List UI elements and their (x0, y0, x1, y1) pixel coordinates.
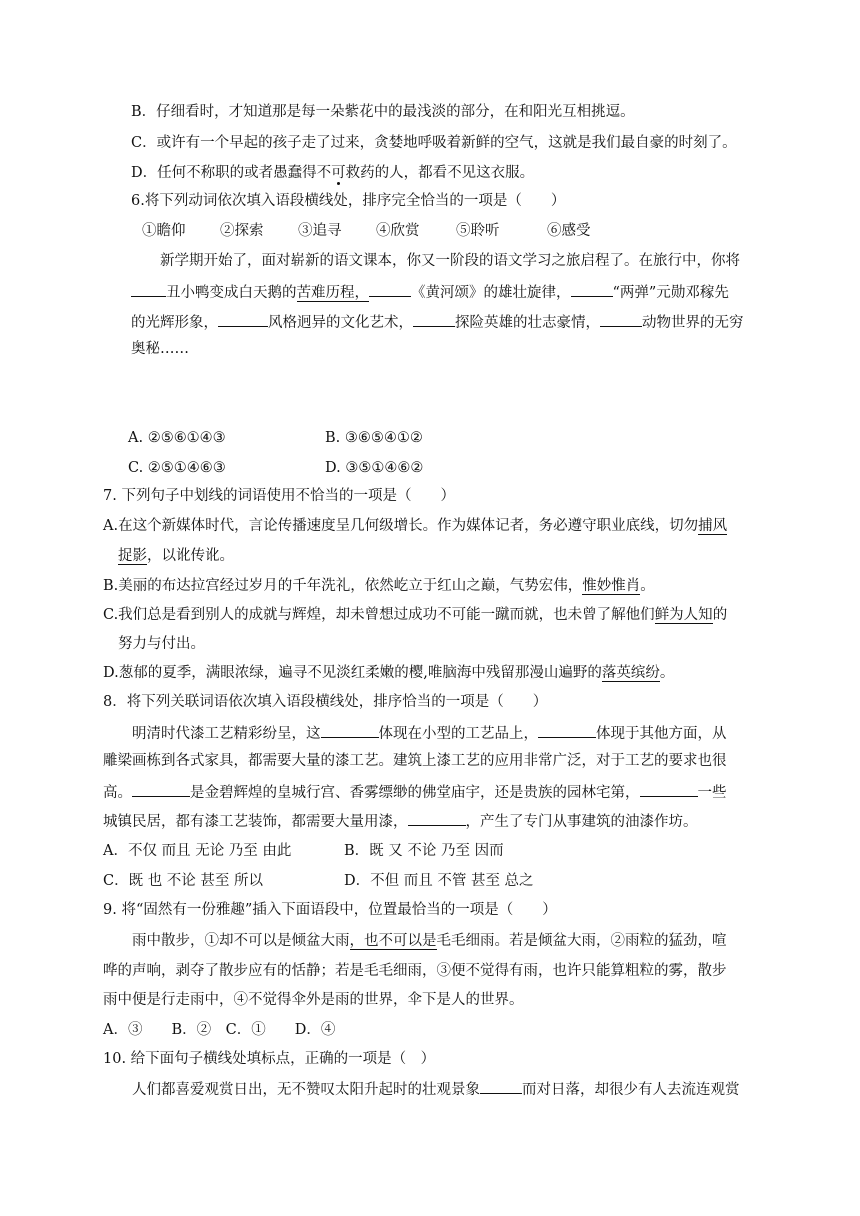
q10-stem: 10. 给下面句子横线处填标点，正确的一项是（ ） (103, 1051, 436, 1067)
q7-text: ，以讹传讹。 (147, 548, 234, 564)
q6-stem: 6.将下列动词依次填入语段横线处，排序完全恰当的一项是（ ） (131, 193, 566, 209)
q8-option-a: A．不仅 而且 无论 乃至 由此 (103, 843, 292, 859)
q6-verb-list (142, 221, 591, 241)
q7-text: B.美丽的布达拉宫经过岁月的千年洗礼，依然屹立于红山之巅，气势宏伟， (103, 578, 583, 594)
answer-blank[interactable] (218, 311, 268, 327)
q8-option-b: B．既 又 不论 乃至 因而 (344, 843, 504, 859)
q10-sentence (132, 1078, 740, 1100)
q10-text: 人们都喜爱观赏日出，无不赞叹太阳升起时的壮观景象 (132, 1082, 480, 1098)
q8-paragraph-line-4 (103, 810, 698, 832)
answer-blank[interactable] (408, 810, 466, 826)
q7-text: 的 (712, 607, 728, 623)
q6-text: 风格迥异的文化艺术， (268, 315, 413, 331)
q8-option-d: D．不但 而且 不管 甚至 总之 (344, 873, 534, 889)
q6-verb: ③追寻 (298, 223, 342, 239)
q6-paragraph-line-2 (131, 281, 729, 303)
q7-option-a-line-1 (103, 516, 727, 536)
q6-underlined-text: 苦难历程， (296, 285, 369, 301)
q9-paragraph-line-3: 雨中便是行走雨中，④不觉得伞外是雨的世界，伞下是人的世界。 (103, 992, 524, 1008)
q6-verb: ④欣赏 (376, 223, 420, 239)
q6-option-c: C. ②⑤①④⑥③ (128, 460, 226, 476)
q7-text: 。 (640, 578, 655, 594)
q9-text: 雨中散步，①却不可以是倾盆大雨 (132, 933, 350, 949)
q5-d-dotted-char: 可 (331, 165, 346, 181)
q7-text: 。 (659, 665, 675, 681)
q8-text: ，产生了专门从事建筑的油漆作坊。 (465, 814, 698, 830)
q7-option-a-line-2 (118, 546, 234, 566)
q6-option-d: D. ③⑤①④⑥② (325, 460, 424, 476)
q5-option-b: B．仔细看时，才知道那是每一朵紫花中的最浅淡的部分，在和阳光互相挑逗。 (131, 104, 635, 120)
answer-blank[interactable] (131, 281, 166, 297)
q6-text: 的光辉形象， (131, 315, 218, 331)
q7-text: C.我们总是看到别人的成就与辉煌，却未曾想过成功不可能一蹴而就，也未曾了解他们 (103, 607, 655, 623)
q8-text: 是金碧辉煌的皇城行宫、香雾缥缈的佛堂庙宇，还是贵族的园林宅第， (190, 785, 640, 801)
q6-text: 动物世界的无穷 (642, 315, 744, 331)
q6-verb: ②探索 (220, 223, 264, 239)
q8-text: 高。 (103, 785, 132, 801)
q10-text: 而对日落，却很少有人去流连观赏 (522, 1082, 740, 1098)
q7-stem: 7. 下列句子中划线的词语使用不恰当的一项是（ ） (103, 488, 455, 504)
q8-stem: 8．将下列关联词语依次填入语段横线处，排序恰当的一项是（ ） (103, 694, 548, 710)
q7-text: D.葱郁的夏季，满眼浓绿，遍寻不见淡红柔嫩的樱,唯脑海中残留那漫山遍野的 (103, 665, 602, 681)
q6-verb: ⑤聆听 (456, 223, 500, 239)
q7-underlined-word: 鲜为人知 (654, 607, 713, 623)
q7-underlined-word: 落英缤纷 (601, 665, 660, 681)
answer-blank[interactable] (369, 281, 411, 297)
q8-option-c: C．既 也 不论 甚至 所以 (103, 873, 264, 889)
answer-blank[interactable] (571, 281, 613, 297)
answer-blank[interactable] (132, 781, 190, 797)
q8-text: 体现在小型的工艺品上， (378, 726, 538, 742)
q9-stem: 9. 将“固然有一份雅趣”插入下面语段中，位置最恰当的一项是（ ） (103, 902, 557, 918)
q5-option-d (131, 163, 534, 183)
q6-paragraph-line-3 (131, 311, 744, 333)
q8-text: 城镇民居，都有漆工艺装饰，都需要大量用漆， (103, 814, 408, 830)
q7-option-c-line-2: 努力与付出。 (118, 636, 205, 652)
q8-paragraph-line-1 (132, 722, 727, 744)
answer-blank[interactable] (600, 311, 642, 327)
answer-blank[interactable] (538, 722, 596, 738)
q9-underlined-text: ，也不可以是 (349, 933, 437, 949)
q8-text: 体现于其他方面，从 (596, 726, 727, 742)
q8-paragraph-line-2: 雕梁画栋到各式家具，都需要大量的漆工艺。建筑上漆工艺的应用非常广泛，对于工艺的要求也很 (103, 753, 727, 769)
q6-text: “两弹”元勋邓稼先 (612, 285, 729, 301)
q5-d-text-end: 救药的人，都看不见这衣服。 (345, 165, 535, 181)
q7-option-b (103, 576, 655, 596)
q6-option-a: A. ②⑤⑥①④③ (128, 430, 226, 446)
q7-option-d (103, 663, 674, 683)
q5-d-text: D．任何不称职的或者愚蠢得不 (131, 165, 332, 181)
q8-text: 明清时代漆工艺精彩纷呈，这 (132, 726, 321, 742)
q6-text: 丑小鸭变成白天鹅的 (166, 285, 297, 301)
answer-blank[interactable] (480, 1078, 522, 1094)
q6-verb: ⑥感受 (547, 223, 591, 239)
q9-options: A．③ B．② C．① D．④ (103, 1022, 336, 1038)
answer-blank[interactable] (413, 311, 455, 327)
q9-paragraph-line-2: 哗的声响，剥夺了散步应有的恬静；若是毛毛细雨，③便不觉得有雨，也许只能算粗粒的雾，散步 (103, 963, 727, 979)
q7-underlined-word: 捉影 (118, 548, 147, 564)
q7-underlined-word: 捕风 (698, 518, 728, 534)
q7-option-c-line-1 (103, 605, 727, 625)
answer-blank[interactable] (321, 722, 379, 738)
q6-text: 《黄河颂》的雄壮旋律， (411, 285, 571, 301)
q6-paragraph-line-4: 奥秘…… (131, 341, 189, 357)
q8-paragraph-line-3 (103, 781, 727, 803)
q7-text: A.在这个新媒体时代，言论传播速度呈几何级增长。作为媒体记者，务必遵守职业底线，切勿 (103, 518, 699, 534)
q6-verb: ①瞻仰 (142, 223, 186, 239)
q9-text: 毛毛细雨。若是倾盆大雨，②雨粒的猛劲，喧 (436, 933, 727, 949)
q6-text: 探险英雄的壮志豪情， (455, 315, 600, 331)
q6-option-b: B. ③⑥⑤④①② (325, 430, 423, 446)
q6-paragraph-line-1: 新学期开始了，面对崭新的语文课本，你又一阶段的语文学习之旅启程了。在旅行中，你将 (160, 253, 740, 269)
q8-text: 一些 (697, 785, 727, 801)
q5-option-c: C．或许有一个早起的孩子走了过来，贪婪地呼吸着新鲜的空气，这就是我们最自豪的时刻了。 (131, 135, 737, 151)
q9-paragraph-line-1 (132, 931, 727, 951)
q7-underlined-word: 惟妙惟肖 (582, 578, 641, 594)
answer-blank[interactable] (640, 781, 698, 797)
